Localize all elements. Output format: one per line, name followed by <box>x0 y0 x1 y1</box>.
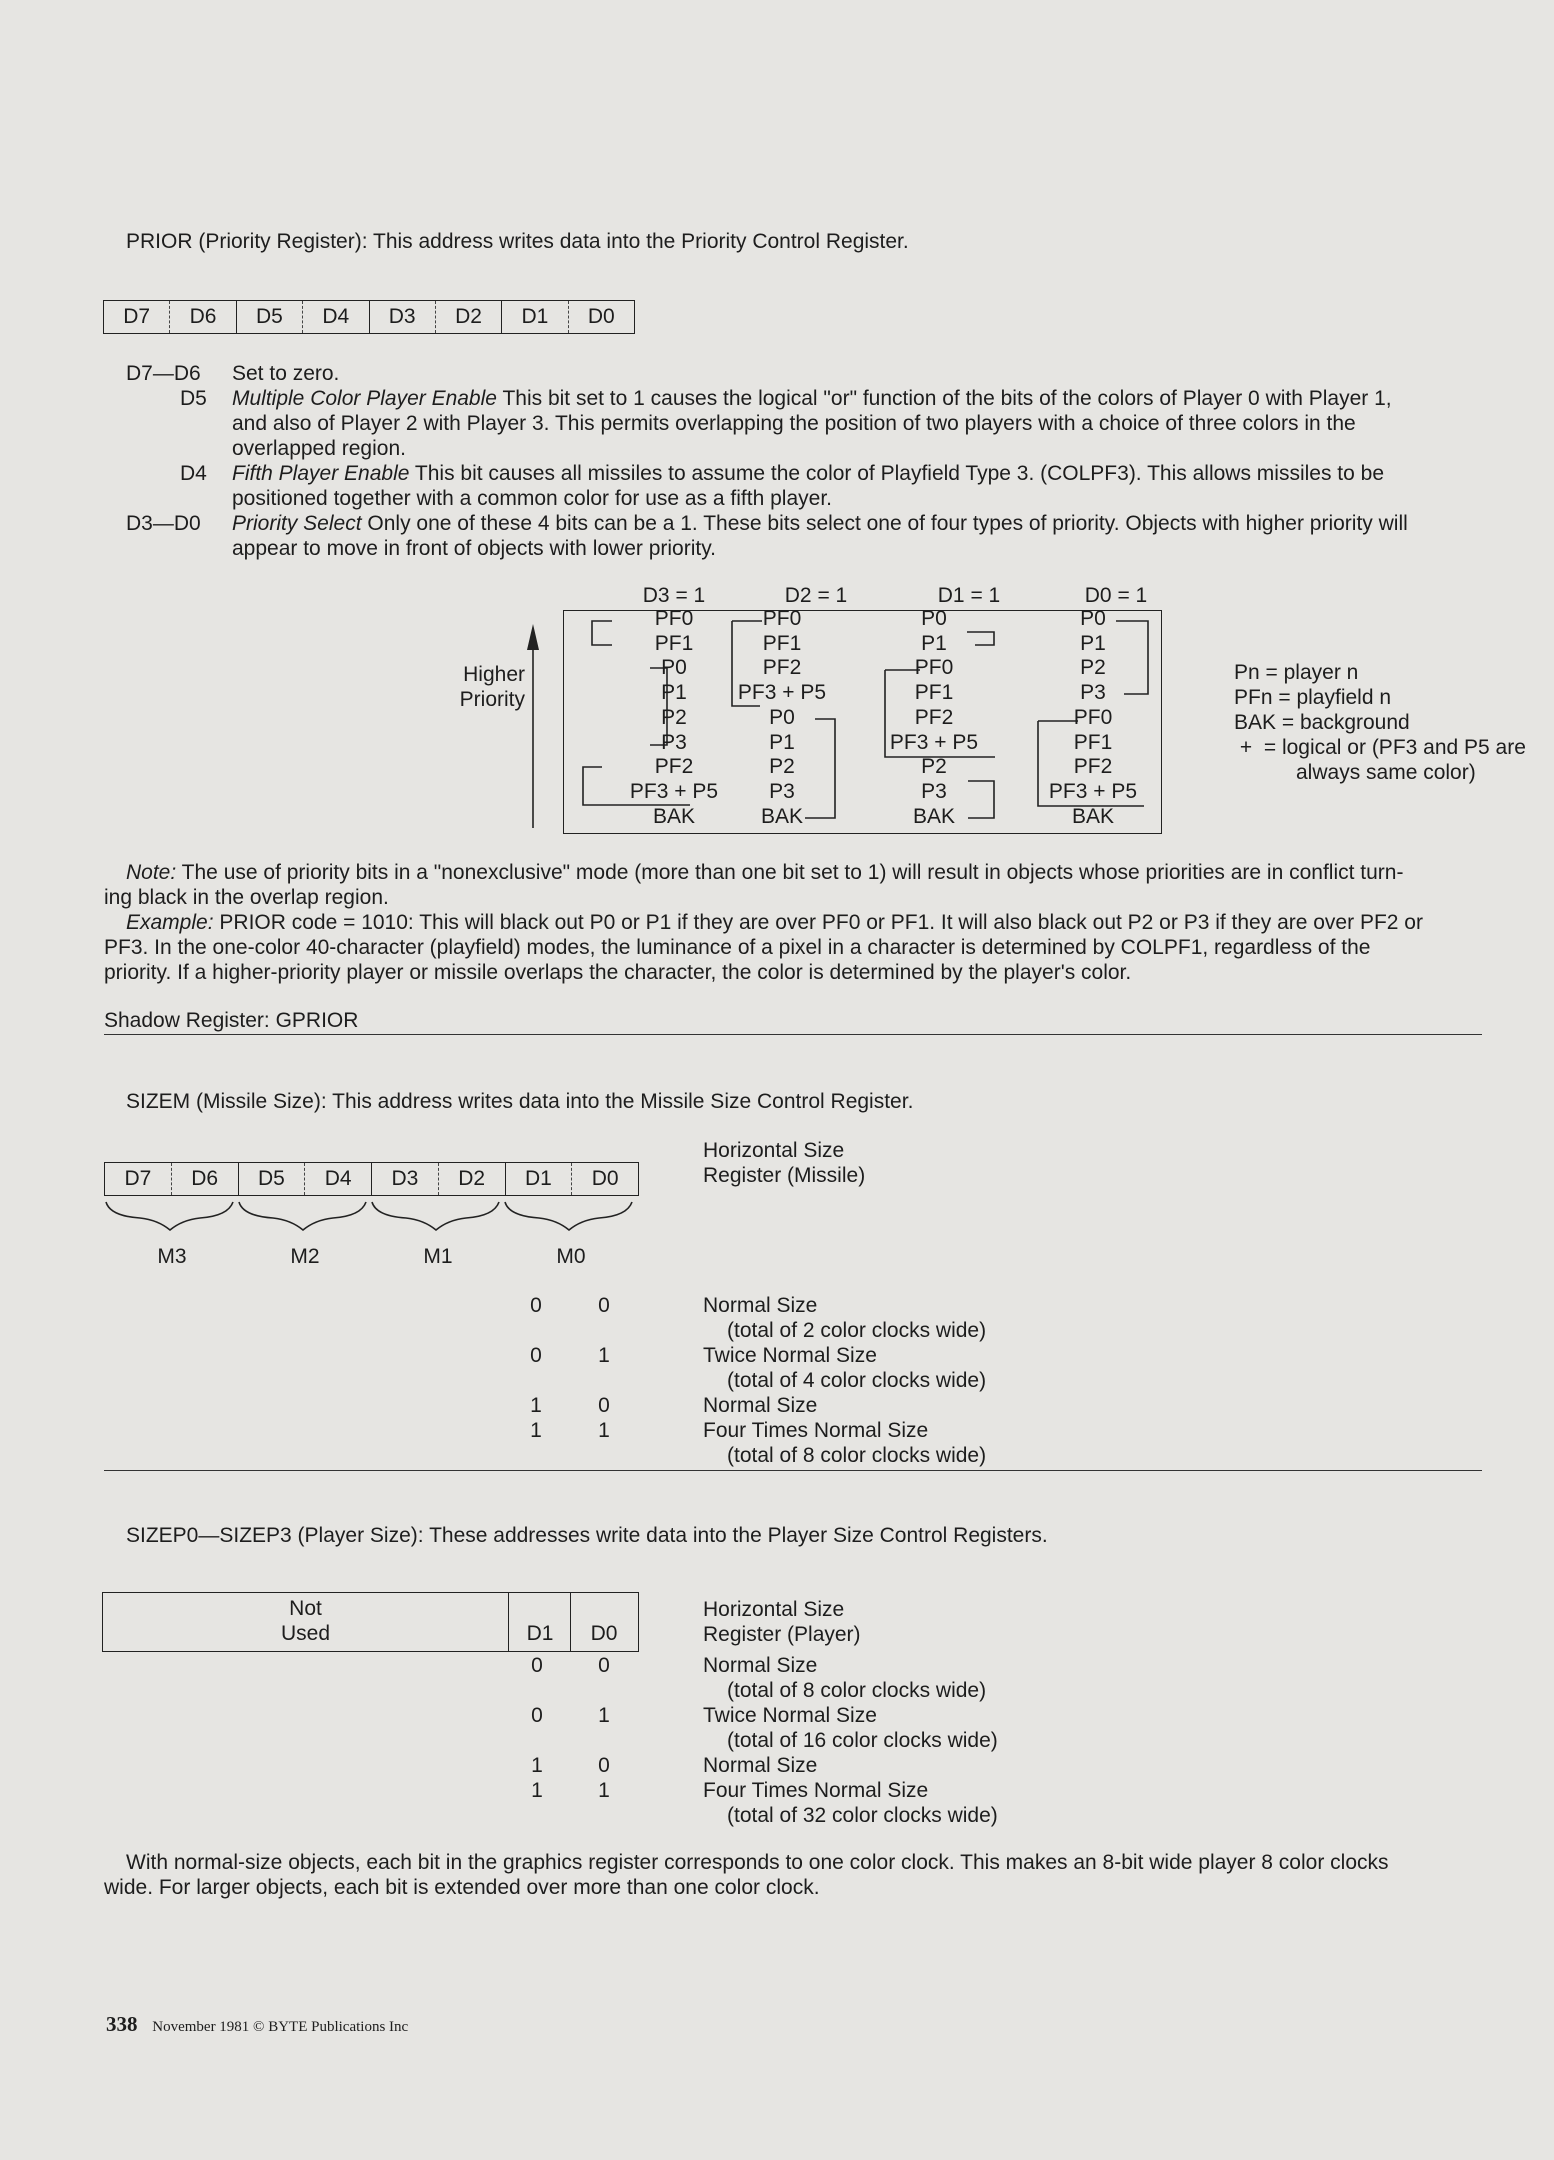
priority-entry: P1 <box>921 631 947 655</box>
priority-entry: PF0 <box>654 607 694 630</box>
priority-entry: PF1 <box>1073 730 1113 754</box>
priority-entry: P2 <box>921 755 947 779</box>
group-braces <box>100 1198 645 1238</box>
prior-heading: PRIOR (Priority Register): This address writes data into the Priority Control Register. <box>126 230 909 253</box>
priority-entry: PF0 <box>914 656 954 680</box>
brace <box>106 1202 233 1230</box>
priority-entry: PF1 <box>914 681 954 705</box>
col-header: D2 = 1 <box>784 584 848 607</box>
priority-arrow-head <box>527 624 539 650</box>
priority-entry: PF0 <box>1073 705 1113 729</box>
priority-entry: P2 <box>769 755 795 779</box>
priority-column <box>706 607 858 829</box>
item-text: appear to move in front of objects with lower priority. <box>232 537 716 560</box>
not-used-label: Not Used <box>280 1597 331 1645</box>
section-divider <box>104 1034 1482 1035</box>
bit-cell: D1 <box>526 1622 554 1645</box>
bit-cell: D4 <box>305 1163 372 1195</box>
bit-cell: D2 <box>439 1163 506 1195</box>
section-divider <box>104 1470 1482 1471</box>
priority-entry: P1 <box>769 730 795 754</box>
item-key: D4 <box>180 462 207 485</box>
priority-entry: PF2 <box>914 705 954 729</box>
priority-entry: P1 <box>1080 631 1106 655</box>
priority-entry: P2 <box>661 705 687 729</box>
priority-entry: P3 <box>769 779 795 803</box>
sizem-bit-table <box>104 1162 639 1196</box>
diagram-legend: Pn = player n PFn = playfield n BAK = background + = logical or (PF3 and P5 are always same color) <box>1234 661 1526 784</box>
item-text: Priority Select Only one of these 4 bits can be a 1. These bits select one of four types of priority. Objects with higher priority will <box>232 512 1408 535</box>
bit-cell: D6 <box>170 301 236 333</box>
priority-entry: P2 <box>1080 656 1106 680</box>
priority-entry: PF3 + P5 <box>737 681 827 705</box>
col-header: D1 = 1 <box>937 584 1001 607</box>
sizep-side-label: Horizontal Size Register (Player) <box>703 1598 861 1646</box>
bit-cell: D6 <box>172 1163 239 1195</box>
bit-cell: D4 <box>303 301 369 333</box>
priority-entry: P0 <box>769 705 795 729</box>
priority-entry: BAK <box>1071 804 1115 828</box>
priority-entry: PF3 + P5 <box>629 779 719 803</box>
priority-entry: P3 <box>661 730 687 754</box>
bit-cell: D0 <box>590 1622 618 1645</box>
priority-entry: PF3 + P5 <box>1048 779 1138 803</box>
shadow-register: Shadow Register: GPRIOR <box>104 1009 359 1032</box>
group-label: M0 <box>556 1245 586 1268</box>
footer-text: November 1981 © BYTE Publications Inc <box>152 2019 409 2035</box>
priority-entry: PF1 <box>762 631 802 655</box>
col-header: D3 = 1 <box>642 584 706 607</box>
item-text: positioned together with a common color for use as a fifth player. <box>232 487 832 510</box>
axis-label: Higher Priority <box>459 663 525 711</box>
bit-cell: D3 <box>370 301 436 333</box>
item-key: D5 <box>180 387 207 410</box>
sizem-heading: SIZEM (Missile Size): This address writes data into the Missile Size Control Register. <box>126 1090 914 1113</box>
page-footer <box>106 2012 408 2037</box>
bit-cell: D7 <box>105 1163 172 1195</box>
col-header: D0 = 1 <box>1084 584 1148 607</box>
bit-cell: D1 <box>506 1163 573 1195</box>
priority-entry: PF2 <box>762 656 802 680</box>
item-text: and also of Player 2 with Player 3. This permits overlapping the position of two players with a choice of three colors in the <box>232 412 1356 435</box>
bit-cell: D5 <box>239 1163 306 1195</box>
priority-entry: P3 <box>1080 681 1106 705</box>
priority-entry: P1 <box>661 681 687 705</box>
item-text: overlapped region. <box>232 437 406 460</box>
item-key: D3—D0 <box>126 512 201 535</box>
priority-column <box>858 607 1010 829</box>
group-label: M2 <box>290 1245 320 1268</box>
sizep-bit-table <box>102 1592 639 1652</box>
page-number: 338 <box>106 2012 138 2036</box>
priority-entry: PF1 <box>654 631 694 655</box>
priority-entry: P0 <box>921 607 947 630</box>
group-label: M3 <box>157 1245 187 1268</box>
priority-entry: PF3 + P5 <box>889 730 979 754</box>
item-key: D7—D6 <box>126 362 201 385</box>
priority-entry: P0 <box>661 656 687 680</box>
bit-cell: D0 <box>587 305 615 328</box>
priority-entry: PF2 <box>1073 755 1113 779</box>
item-text: Fifth Player Enable This bit causes all missiles to assume the color of Playfield Type 3. (COLPF3). This allows missiles to be <box>232 462 1385 485</box>
priority-entry: PF2 <box>654 755 694 779</box>
bit-cell: D5 <box>237 301 303 333</box>
bit-cell: D7 <box>104 301 170 333</box>
sizem-side-label: Horizontal Size Register (Missile) <box>703 1139 866 1187</box>
priority-entry: BAK <box>760 804 804 828</box>
brace <box>239 1202 366 1230</box>
brace <box>372 1202 499 1230</box>
bit-cell: D3 <box>372 1163 439 1195</box>
priority-entry: BAK <box>652 804 696 828</box>
priority-entry: P3 <box>921 779 947 803</box>
bit-cell: D1 <box>502 301 568 333</box>
priority-entry: BAK <box>912 804 956 828</box>
priority-entry: PF0 <box>762 607 802 630</box>
bit-cell: D2 <box>436 301 502 333</box>
sizep-heading: SIZEP0—SIZEP3 (Player Size): These addresses write data into the Player Size Control Registers. <box>126 1524 1048 1547</box>
group-label: M1 <box>423 1245 453 1268</box>
bit-cell: D0 <box>591 1167 619 1190</box>
item-text: Multiple Color Player Enable This bit set to 1 causes the logical "or" function of the bits of the colors of Player 0 with Player 1, <box>232 387 1392 410</box>
priority-column <box>1017 607 1169 829</box>
priority-entry: P0 <box>1080 607 1106 630</box>
item-text: Set to zero. <box>232 362 340 385</box>
brace <box>505 1202 632 1230</box>
